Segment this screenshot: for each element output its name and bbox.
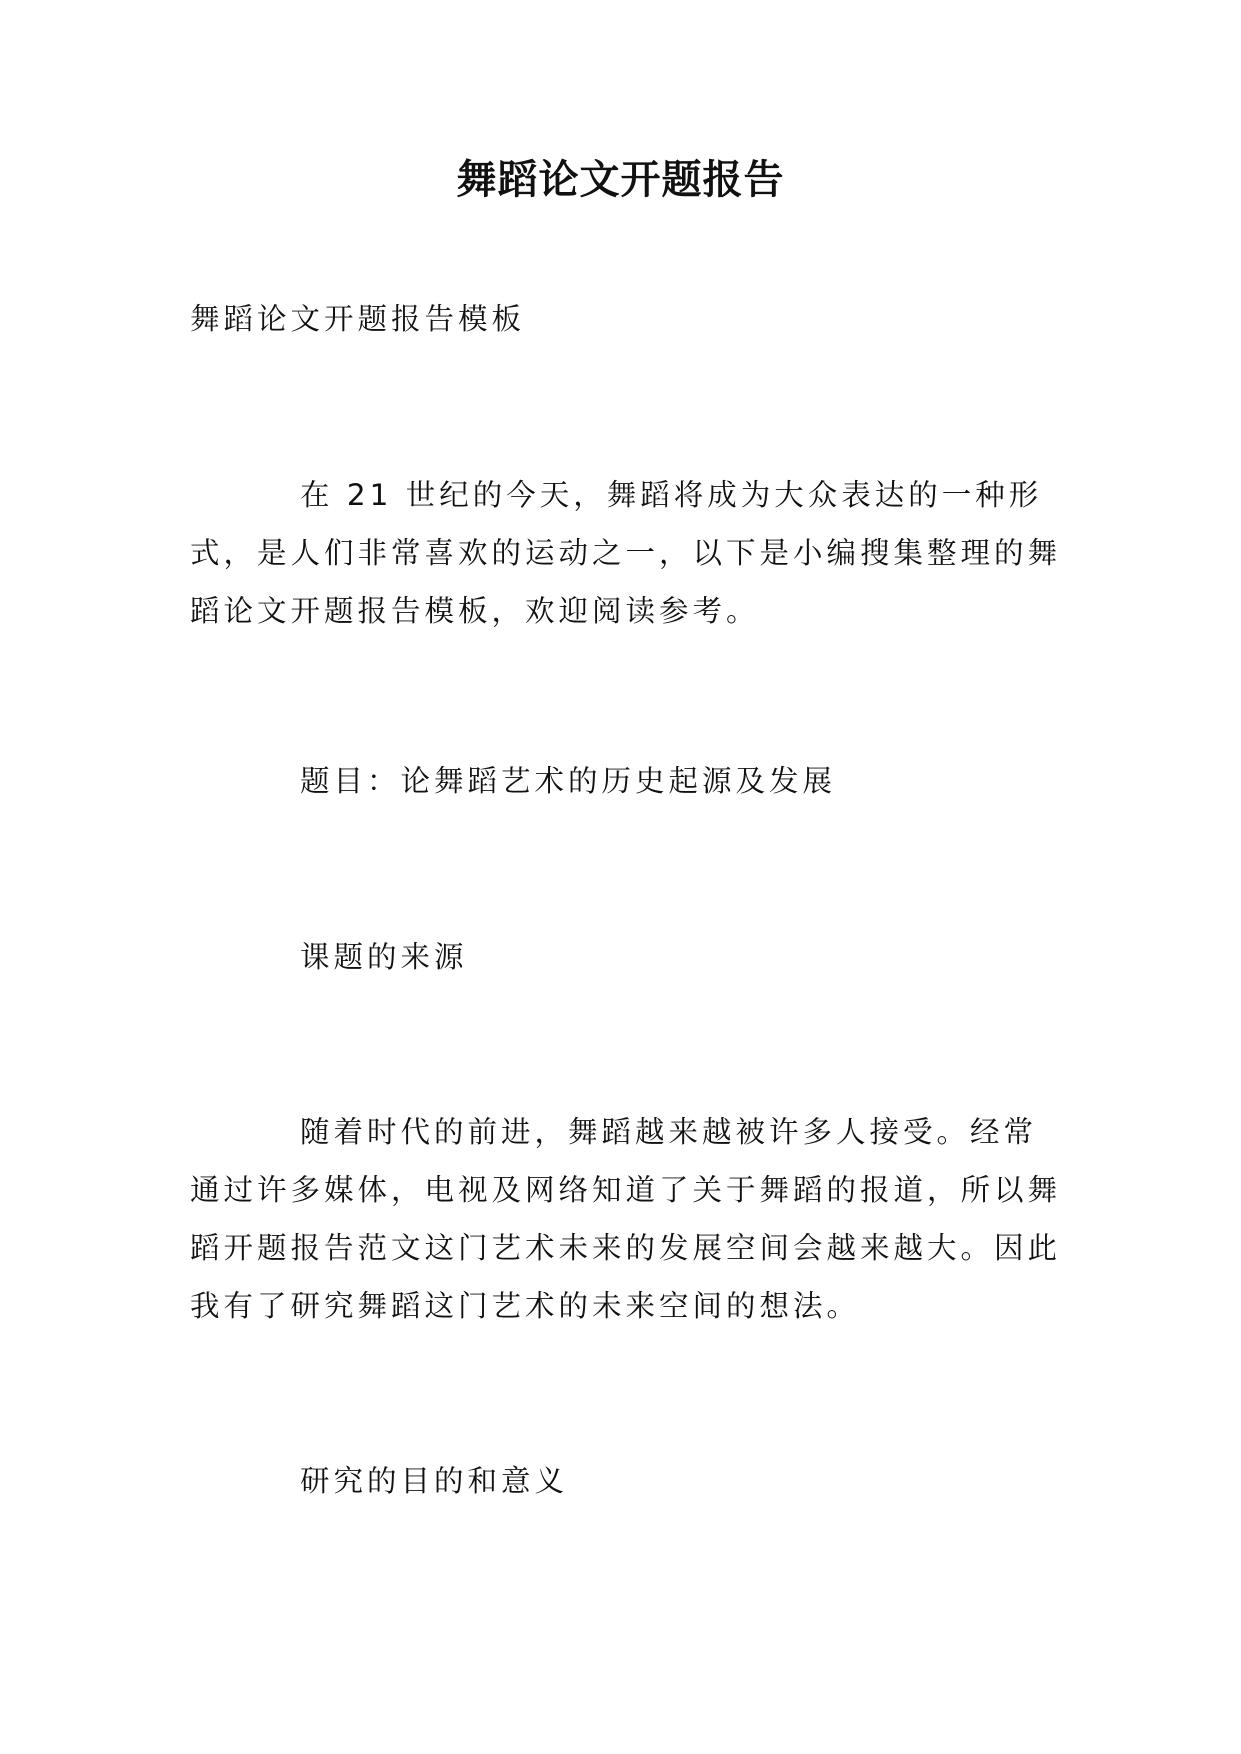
source-paragraph: 随着时代的前进，舞蹈越来越被许多人接受。经常通过许多媒体，电视及网络知道了关于舞蹈的报道，所以舞蹈开题报告范文这门艺术未来的发展空间会越来越大。因此我有了研究舞蹈这门艺术的未来空间的想法。 xyxy=(190,1115,1062,1323)
intro-paragraph: 在 21 世纪的今天，舞蹈将成为大众表达的一种形式，是人们非常喜欢的运动之一，以下是小编搜集整理的舞蹈论文开题报告模板，欢迎阅读参考。 xyxy=(190,478,1062,628)
document-title: 舞蹈论文开题报告 xyxy=(456,156,785,203)
purpose-heading: 研究的目的和意义 xyxy=(300,1464,569,1498)
document-subtitle: 舞蹈论文开题报告模板 xyxy=(190,302,526,336)
source-heading: 课题的来源 xyxy=(300,940,468,974)
topic-line: 题目：论舞蹈艺术的历史起源及发展 xyxy=(300,764,837,798)
